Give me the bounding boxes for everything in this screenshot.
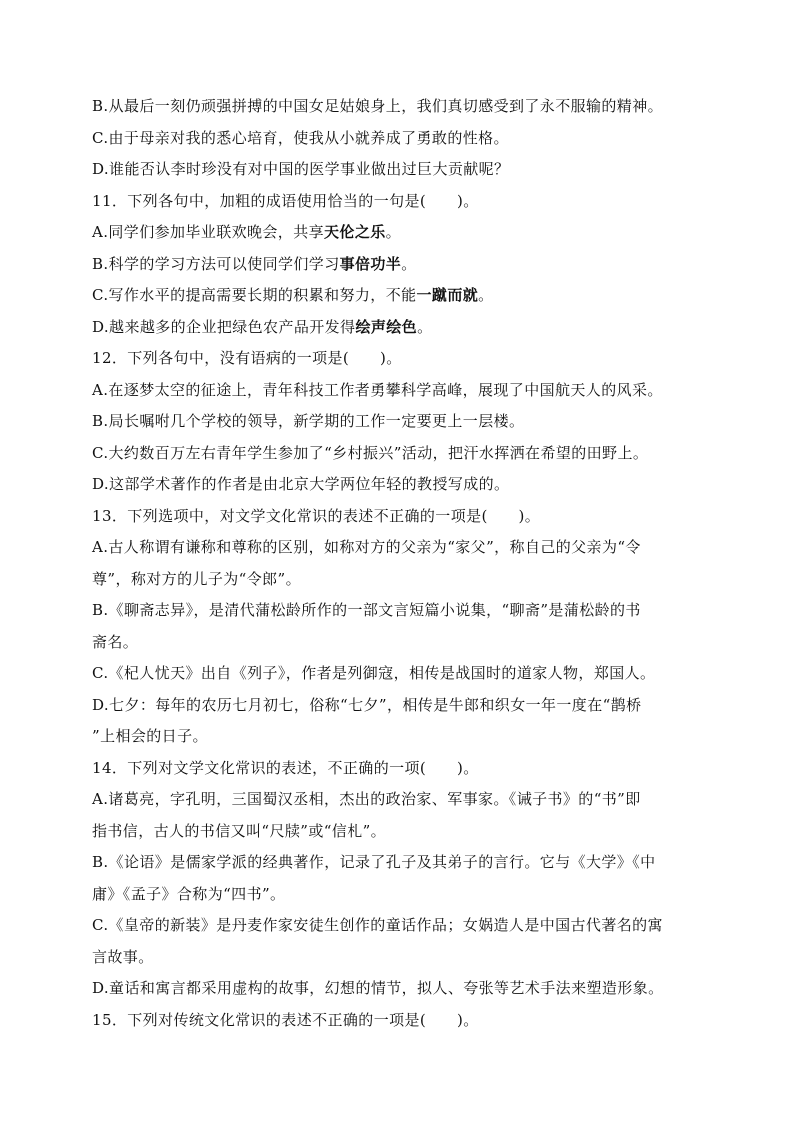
option-11b-end: 。 <box>401 255 417 273</box>
option-11b <box>92 254 712 274</box>
option-13b-line2: 斋名。 <box>92 633 139 651</box>
option-11a-idiom: 天伦之乐 <box>324 223 386 241</box>
option-14a-line1: A.诸葛亮，字孔明，三国蜀汉丞相，杰出的政治家、军事家。《诫子书》的“书”即 <box>92 790 641 808</box>
option-10b: B.从最后一刻仍顽强拼搏的中国女足姑娘身上，我们真切感受到了永不服输的精神。 <box>92 97 663 115</box>
option-14d: D.童话和寓言都采用虚构的故事，幻想的情节，拟人、夸张等艺术手法来塑造形象。 <box>92 979 664 997</box>
option-10d: D.谁能否认李时珍没有对中国的医学事业做出过巨大贡献呢？ <box>92 160 510 178</box>
option-13b-line1: B.《聊斋志异》，是清代蒲松龄所作的一部文言短篇小说集，“聊斋”是蒲松龄的书 <box>92 601 641 619</box>
option-11c-end: 。 <box>478 286 494 304</box>
option-13c: C.《杞人忧天》出自《列子》，作者是列御寇，相传是战国时的道家人物，郑国人。 <box>92 664 656 682</box>
option-11c-idiom: 一蹴而就 <box>416 286 479 304</box>
question-11: 11．下列各句中，加粗的成语使用恰当的一句是( )。 <box>92 192 479 210</box>
question-12: 12．下列各句中，没有语病的一项是( )。 <box>92 349 402 367</box>
option-11a-text: A.同学们参加毕业联欢晚会，共享 <box>92 223 325 241</box>
option-11d-text: D.越来越多的企业把绿色农产品开发得 <box>92 318 356 336</box>
option-14b-line1: B.《论语》是儒家学派的经典著作，记录了孔子及其弟子的言行。它与《大学》《中 <box>92 853 656 871</box>
option-13a-line2: 尊”，称对方的儿子为“令郎”。 <box>92 570 302 588</box>
option-12c: C.大约数百万左右青年学生参加了“乡村振兴”活动，把汗水挥洒在希望的田野上。 <box>92 444 649 462</box>
question-15: 15．下列对传统文化常识的表述不正确的一项是( )。 <box>92 1011 479 1029</box>
option-13d-line2: ”上相会的日子。 <box>92 727 208 745</box>
option-14c-line1: C.《皇帝的新装》是丹麦作家安徒生创作的童话作品；女娲造人是中国古代著名的寓 <box>92 916 663 934</box>
option-12a: A.在逐梦太空的征途上，青年科技工作者勇攀科学高峰，展现了中国航天人的风采。 <box>92 381 663 399</box>
option-11b-idiom: 事倍功半 <box>339 255 402 273</box>
option-12b: B.局长嘱咐几个学校的领导，新学期的工作一定要更上一层楼。 <box>92 412 525 430</box>
option-10c: C.由于母亲对我的悉心培育，使我从小就养成了勇敢的性格。 <box>92 129 509 147</box>
option-14b-line2: 庸》《孟子》合称为“四书”。 <box>92 885 286 903</box>
option-11a-end: 。 <box>385 223 402 241</box>
option-13a-line1: A.古人称谓有谦称和尊称的区别，如称对方的父亲为“家父”，称自己的父亲为“令 <box>92 538 641 556</box>
option-13d-line1: D.七夕：每年的农历七月初七，俗称“七夕”，相传是牛郎和织女一年一度在“鹊桥 <box>92 696 642 714</box>
option-11d-idiom: 绘声绘色 <box>355 318 418 336</box>
question-13: 13．下列选项中，对文学文化常识的表述不正确的一项是( )。 <box>92 507 541 525</box>
question-14: 14．下列对文学文化常识的表述，不正确的一项( )。 <box>92 759 479 777</box>
option-12d: D.这部学术著作的作者是由北京大学两位年轻的教授写成的。 <box>92 475 510 493</box>
option-11a <box>92 222 712 242</box>
option-11c <box>92 285 712 305</box>
option-11b-text: B.科学的学习方法可以使同学们学习 <box>92 255 340 273</box>
option-11d <box>92 317 712 337</box>
option-11d-end: 。 <box>417 318 433 336</box>
option-11c-text: C.写作水平的提高需要长期的积累和努力，不能 <box>92 286 417 304</box>
option-14c-line2: 言故事。 <box>92 948 154 966</box>
option-14a-line2: 指书信，古人的书信又叫“尺牍”或“信札”。 <box>92 822 387 840</box>
